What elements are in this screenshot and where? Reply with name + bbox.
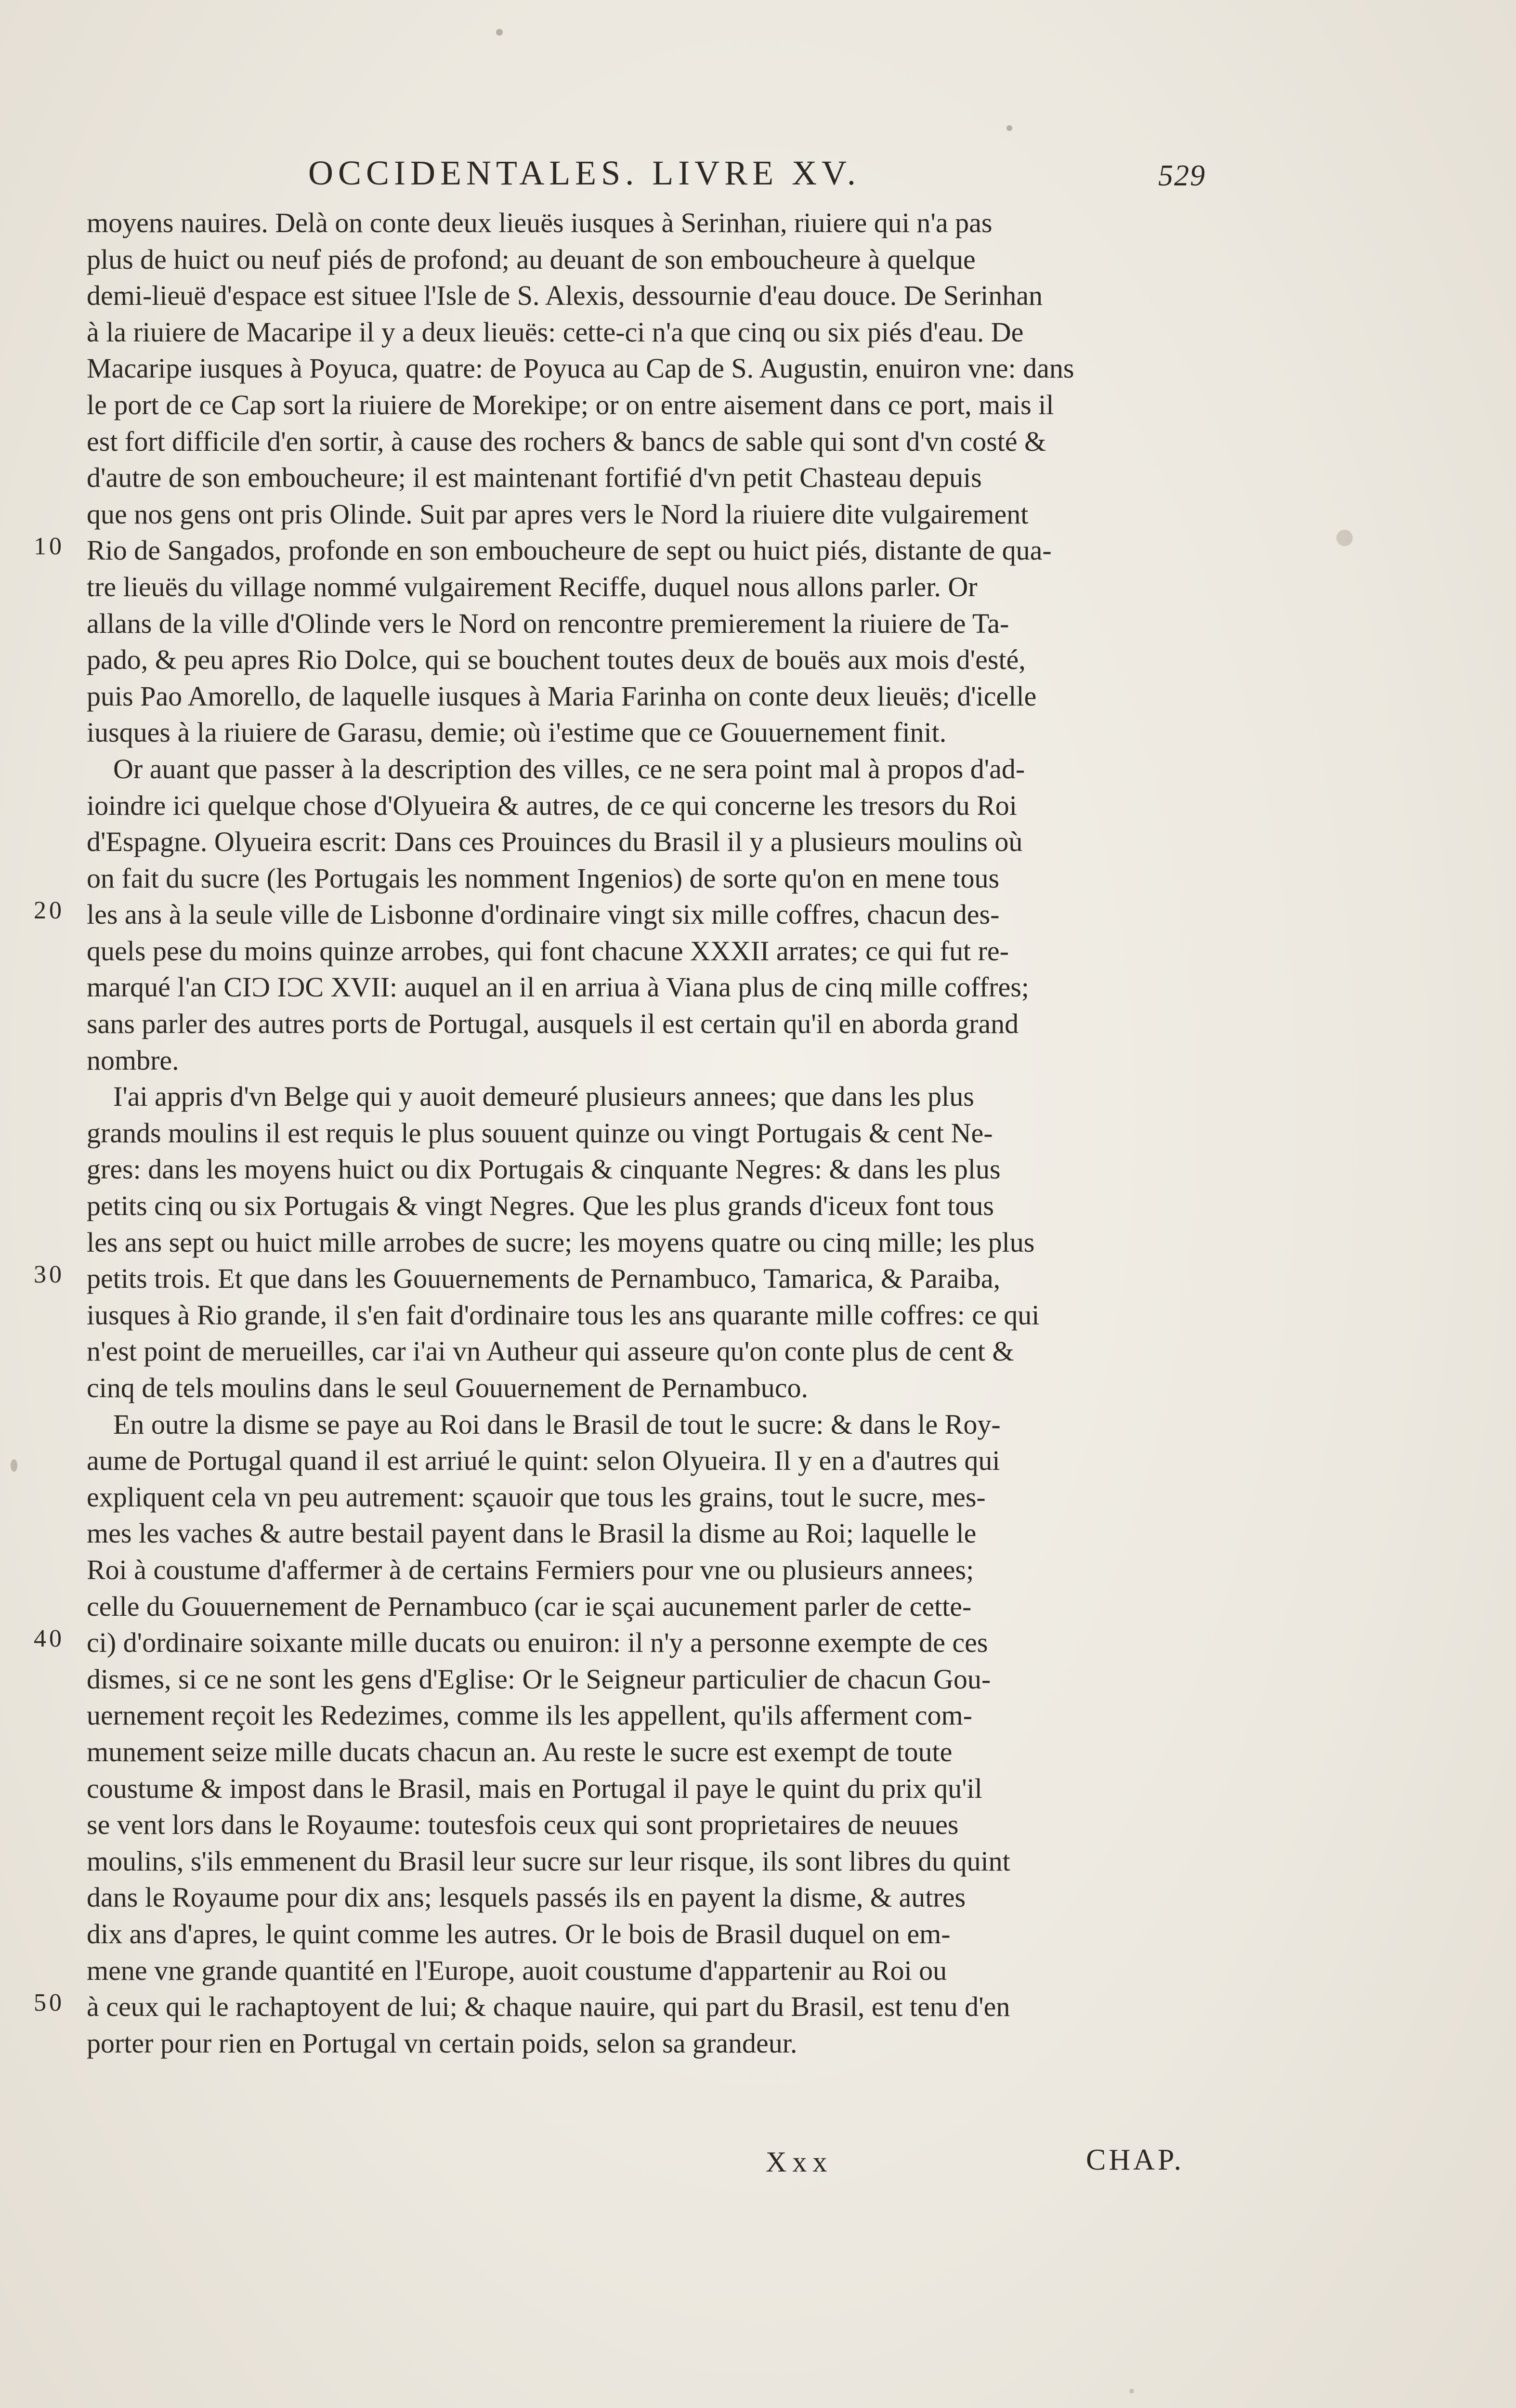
ink-speck [1006,125,1012,131]
text-line: gres: dans les moyens huict ou dix Portugais & cinquante Negres: & dans les plus [87,1153,1001,1185]
text-line: porter pour rien en Portugal vn certain poids, selon sa grandeur. [87,2027,797,2059]
ink-speck [496,29,503,36]
text-line: les ans à la seule ville de Lisbonne d'ordinaire vingt six mille coffres, chacun des- [87,899,1000,930]
text-line: moulins, s'ils emmenent du Brasil leur sucre sur leur risque, ils sont libres du quint [87,1845,1010,1877]
text-line: cinq de tels moulins dans le seul Gouuernement de Pernambuco. [87,1372,808,1403]
text-line: ci) d'ordinaire soixante mille ducats ou enuiron: il n'y a personne exempte de ces [87,1627,988,1659]
margin-number: 40 [34,1625,65,1652]
text-line: munement seize mille ducats chacun an. Au reste le sucre est exempt de toute [87,1736,953,1767]
text-line: d'autre de son emboucheure; il est maintenant fortifié d'vn petit Chasteau depuis [87,462,982,494]
text-line: dismes, si ce ne sont les gens d'Eglise: Or le Seigneur particulier de chacun Gou- [87,1663,991,1695]
text-line: petits cinq ou six Portugais & vingt Negres. Que les plus grands d'iceux font tous [87,1190,994,1222]
text-line: allans de la ville d'Olinde vers le Nord on rencontre premierement la riuiere de Ta- [87,607,1009,639]
text-line: sans parler des autres ports de Portugal, ausquels il est certain qu'il en aborda grand [87,1008,1019,1040]
text-line: Roi à coustume d'affermer à de certains Fermiers pour vne ou plusieurs annees; [87,1554,974,1585]
text-line: ioindre ici quelque chose d'Olyueira & autres, de ce qui concerne les tresors du Roi [87,789,1017,821]
text-line: celle du Gouuernement de Pernambuco (car ie sçai aucunement parler de cette- [87,1590,972,1622]
text-line: le port de ce Cap sort la riuiere de Morekipe; or on entre aisement dans ce port, mais il [87,389,1054,420]
text-line: dans le Royaume pour dix ans; lesquels passés ils en payent la disme, & autres [87,1882,966,1913]
text-line: n'est point de merueilles, car i'ai vn Autheur qui asseure qu'on conte plus de cent & [87,1335,1014,1367]
text-line: mes les vaches & autre bestail payent dans le Brasil la disme au Roi; laquelle le [87,1518,977,1549]
ink-speck [11,1459,17,1472]
text-line: mene vne grande quantité en l'Europe, auoit coustume d'appartenir au Roi ou [87,1954,947,1986]
paragraph-start-line: Or auant que passer à la description des villes, ce ne sera point mal à propos d'ad- [113,753,1025,785]
text-line: Rio de Sangados, profonde en son emboucheure de sept ou huict piés, distante de qua- [87,535,1052,566]
margin-number: 50 [34,1989,65,2016]
text-line: uernement reçoit les Redezimes, comme ils les appellent, qu'ils afferment com- [87,1700,972,1731]
running-title: OCCIDENTALES. LIVRE XV. [308,154,861,192]
margin-number: 30 [34,1261,65,1288]
text-line: que nos gens ont pris Olinde. Suit par apres vers le Nord la riuiere dite vulgairement [87,498,1029,530]
catchword: CHAP. [1086,2144,1185,2176]
text-line: on fait du sucre (les Portugais les nomment Ingenios) de sorte qu'on en mene tous [87,862,1000,894]
margin-number: 10 [34,533,65,560]
paragraph-start-line: En outre la disme se paye au Roi dans le Brasil de tout le sucre: & dans le Roy- [113,1408,1001,1440]
text-line: expliquent cela vn peu autrement: sçauoir que tous les grains, tout le sucre, mes- [87,1481,986,1513]
text-line: petits trois. Et que dans les Gouuernements de Pernambuco, Tamarica, & Paraiba, [87,1263,1001,1295]
text-line: se vent lors dans le Royaume: toutesfois ceux qui sont proprietaires de neuues [87,1809,959,1841]
text-line: pado, & peu apres Rio Dolce, qui se bouchent toutes deux de bouës aux mois d'esté, [87,644,1026,676]
text-line: d'Espagne. Olyueira escrit: Dans ces Prouinces du Brasil il y a plusieurs moulins où [87,826,1023,858]
page-number: 529 [1158,159,1206,192]
text-line: à la riuiere de Macaripe il y a deux lieuës: cette-ci n'a que cinq ou six piés d'eau. De [87,316,1024,348]
text-line: dix ans d'apres, le quint comme les autres. Or le bois de Brasil duquel on em- [87,1918,951,1950]
margin-number: 20 [34,897,65,924]
paragraph-start-line: I'ai appris d'vn Belge qui y auoit demeuré plusieurs annees; que dans les plus [113,1081,974,1112]
text-line: tre lieuës du village nommé vulgairement Reciffe, duquel nous allons parler. Or [87,571,978,602]
text-line: marqué l'an CIƆ IƆC XVII: auquel an il en arriua à Viana plus de cinq mille coffres; [87,971,1029,1003]
text-line: à ceux qui le rachaptoyent de lui; & chaque nauire, qui part du Brasil, est tenu d'en [87,1991,1010,2023]
signature-mark: Xxx [766,2146,833,2178]
ink-speck [1129,2389,1134,2394]
text-line: demi-lieuë d'espace est situee l'Isle de S. Alexis, dessournie d'eau douce. De Serinhan [87,280,1043,312]
text-line: aume de Portugal quand il est arriué le quint: selon Olyueira. Il y en a d'autres qui [87,1445,1000,1477]
text-line: les ans sept ou huict mille arrobes de sucre; les moyens quatre ou cinq mille; les plus [87,1226,1035,1258]
text-line: plus de huict ou neuf piés de profond; au deuant de son emboucheure à quelque [87,243,976,275]
text-line: puis Pao Amorello, de laquelle iusques à Maria Farinha on conte deux lieuës; d'icelle [87,680,1037,712]
text-line: coustume & impost dans le Brasil, mais en Portugal il paye le quint du prix qu'il [87,1772,982,1804]
text-line: quels pese du moins quinze arrobes, qui font chacune XXXII arrates; ce qui fut re- [87,935,1009,967]
text-line: nombre. [87,1044,179,1076]
text-line: iusques à la riuiere de Garasu, demie; où i'estime que ce Gouuernement finit. [87,717,947,748]
text-line: grands moulins il est requis le plus souuent quinze ou vingt Portugais & cent Ne- [87,1117,993,1149]
text-line: est fort difficile d'en sortir, à cause des rochers & bancs de sable qui sont d'vn costé & [87,425,1046,457]
text-line [87,2061,1223,2098]
text-line: iusques à Rio grande, il s'en fait d'ordinaire tous les ans quarante mille coffres: ce qui [87,1299,1040,1331]
text-line: Macaripe iusques à Poyuca, quatre: de Poyuca au Cap de S. Augustin, enuiron vne: dans [87,353,1074,384]
paper-stain [1336,530,1353,546]
text-line: moyens nauires. Delà on conte deux lieuës iusques à Serinhan, riuiere qui n'a pas [87,207,993,238]
body-text [87,205,1223,2098]
